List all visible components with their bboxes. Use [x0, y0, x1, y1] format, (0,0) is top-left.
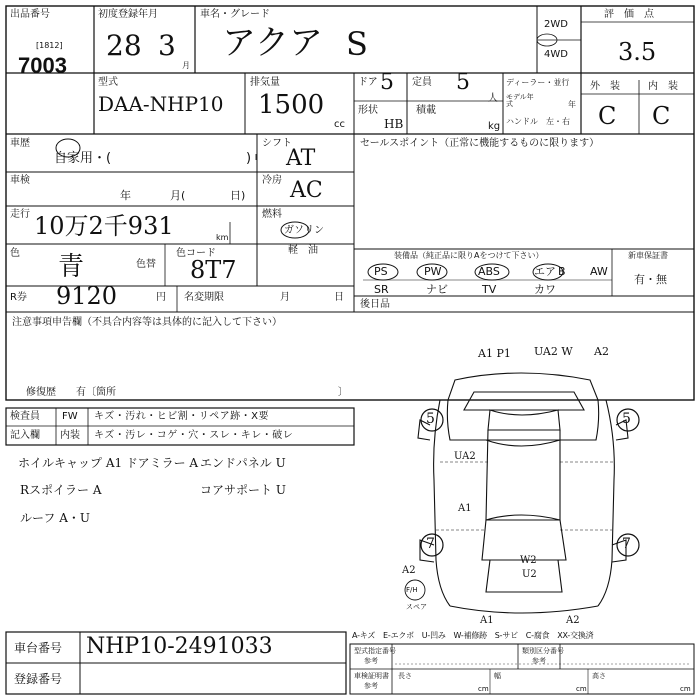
remark-line-1: ホイルキャップ A1 ドアミラー A — [18, 456, 199, 470]
fuel-label: 燃料 — [262, 209, 282, 220]
mileage-unit: km — [216, 233, 229, 242]
capacity-value: 5 — [456, 70, 470, 95]
rear-items-label: 後日品 — [360, 299, 390, 310]
car-grade: S — [346, 25, 368, 63]
interior-items: キズ・汚レ・コゲ・穴・スレ・キレ・破レ — [94, 430, 294, 441]
mark-spare: スペア — [406, 603, 427, 611]
door-value: 5 — [380, 70, 394, 95]
first-reg-year: 28 — [106, 29, 142, 62]
inspection-day: 日) — [230, 189, 246, 202]
month-unit: 月 — [182, 61, 190, 70]
notes-label: 注意事項申告欄（不具合内容等は具体的に記入して下さい） — [12, 317, 282, 328]
capacity-unit: 人 — [488, 93, 498, 104]
first-reg-label: 初度登録年月 — [98, 9, 158, 20]
fuel-gasoline: ガソリン — [284, 225, 324, 236]
recycle-value: 9120 — [56, 282, 118, 310]
model-year-label: モデル年式 — [506, 93, 534, 108]
class-label: 類別区分番号 — [522, 647, 564, 655]
width-label: 幅 — [494, 672, 501, 680]
load-unit: kg — [488, 121, 501, 132]
model-spec-ref: 参考 — [364, 657, 378, 665]
tire-rr-depth: 7 — [622, 536, 631, 552]
registration-label: 登録番号 — [14, 672, 63, 686]
shift-value: AT — [286, 146, 316, 171]
aircon-label: 冷房 — [262, 175, 282, 186]
mark-rear-w2: W2 — [520, 555, 537, 566]
aircon-value: AC — [290, 178, 323, 203]
color-value: 青 — [58, 252, 85, 282]
mark-fh: F/H — [406, 586, 418, 594]
sales-point-label: セールスポイント（正常に機能するものに限ります） — [360, 138, 600, 149]
remark-line-3: ルーフ A・U — [20, 511, 90, 525]
shift-label: シフト — [262, 138, 292, 149]
inspector-label: 検査員 — [10, 411, 40, 422]
displacement-unit: cc — [334, 119, 345, 130]
tire-rl-depth: 7 — [426, 536, 435, 552]
mark-front-a2: A2 — [594, 345, 609, 358]
inspection-label: 車検 — [10, 175, 30, 186]
score-label: 評 価 点 — [604, 9, 654, 20]
drive-4wd: 4WD — [544, 49, 568, 60]
door-label: ドア — [358, 77, 378, 88]
repair-history-label: 修復歴 有〔箇所 — [26, 387, 116, 398]
equip-navi: ナビ — [426, 283, 448, 296]
mark-a2-left: A2 — [402, 565, 416, 576]
displacement-value: 1500 — [258, 90, 325, 120]
exterior-grade: C — [598, 102, 617, 130]
tire-fr-depth: 5 — [622, 411, 631, 427]
model-value: DAA-NHP10 — [98, 92, 224, 116]
height-label: 高さ — [592, 672, 606, 680]
tire-fl-depth: 5 — [426, 411, 435, 427]
recycle-label: R券 — [10, 292, 27, 303]
displacement-label: 排気量 — [250, 77, 280, 88]
new-warranty-label: 新車保証書 — [628, 251, 668, 260]
color-code-label: 色コード — [176, 248, 216, 259]
capacity-label: 定員 — [412, 77, 432, 88]
equip-aw: AW — [590, 265, 608, 278]
name-change-day: 日 — [334, 292, 344, 303]
inspection-year: 年 — [120, 189, 131, 202]
equip-sr: SR — [374, 283, 389, 296]
model-spec-label: 型式指定番号 — [354, 647, 396, 655]
interior-grade: C — [652, 102, 671, 130]
chassis-value: NHP10-2491033 — [86, 634, 273, 659]
dealer-label: ディーラー・並行 — [506, 78, 570, 87]
score-value: 3.5 — [618, 38, 657, 66]
inspection-month: 月( — [170, 189, 186, 202]
mark-bottom-a1: A1 — [480, 615, 494, 626]
model-label: 型式 — [98, 77, 118, 88]
car-history-close: ) — [246, 151, 252, 166]
new-warranty-value: 有・無 — [634, 273, 667, 286]
fuel-diesel: 軽 油 — [288, 245, 318, 256]
color-label: 色 — [10, 248, 20, 259]
exterior-label: 外 装 — [590, 81, 620, 92]
car-name-label: 車名・グレード — [200, 9, 270, 20]
lot-label: 出品番号 — [10, 9, 50, 20]
equip-b: B — [558, 265, 566, 278]
width-unit: cm — [576, 685, 587, 693]
length-unit: cm — [478, 685, 489, 693]
shape-label: 形状 — [358, 105, 378, 116]
interior-label: 内 装 — [648, 81, 678, 92]
length-label: 長さ — [398, 672, 412, 680]
year-unit: 年 — [568, 100, 576, 109]
mark-front-a1p1: A1 P1 — [478, 347, 511, 360]
equipment-label: 装備品（純正品に限りAをつけて下さい） — [394, 251, 544, 260]
color-code-value: 8T7 — [190, 256, 237, 284]
mark-a1: A1 — [458, 503, 472, 514]
load-label: 積載 — [416, 105, 436, 116]
mileage-value: 10万2千931 — [34, 212, 174, 240]
recycle-unit: 円 — [156, 292, 166, 303]
equip-leather: カワ — [534, 283, 556, 296]
first-reg-month: 3 — [158, 29, 176, 62]
inspector-entry-label: 記入欄 — [10, 430, 40, 441]
equip-ps: PS — [374, 265, 388, 278]
drive-2wd: 2WD — [544, 19, 568, 30]
equip-aircon: エア — [534, 265, 556, 278]
repair-history-close: 〕 — [338, 387, 348, 398]
lot-number: 7003 — [18, 53, 67, 78]
name-change-month: 月 — [280, 292, 290, 303]
cert-label: 車検証明書 — [354, 672, 389, 680]
mark-bottom-a2: A2 — [566, 615, 580, 626]
fw-items: キズ・汚れ・ヒビ割・リペア跡・X要 — [94, 411, 269, 422]
equip-pw: PW — [424, 265, 442, 278]
lot-code: [1812] — [36, 41, 63, 50]
handle-label: ハンドル 左・右 — [506, 117, 570, 126]
remark-line-2b: コアサポート U — [200, 483, 286, 497]
class-ref: 参考 — [532, 657, 546, 665]
mark-front-ua2w: UA2 W — [534, 345, 573, 358]
remark-line-2: Rスポイラー A — [20, 483, 102, 497]
equip-abs: ABS — [478, 265, 500, 278]
color-replace-label: 色替 — [136, 259, 156, 270]
mark-rear-u2: U2 — [522, 569, 537, 580]
cert-ref: 参考 — [364, 682, 378, 690]
remark-line-1b: エンドパネル U — [200, 456, 286, 470]
height-unit: cm — [680, 685, 691, 693]
equip-tv: TV — [482, 283, 497, 296]
car-history-value: 自家用・( — [54, 151, 112, 166]
mark-ua2: UA2 — [454, 451, 476, 462]
car-name: アクア — [222, 23, 323, 63]
interior-row-label: 内装 — [60, 430, 80, 441]
chassis-label: 車台番号 — [14, 641, 63, 655]
name-change-label: 名変期限 — [184, 292, 224, 303]
shape-value: HB — [384, 117, 404, 131]
car-history-label: 車歴 — [10, 138, 30, 149]
mileage-label: 走行 — [10, 209, 30, 220]
damage-legend: A-キズ E-エクボ U-凹み W-補修跡 S-サビ C-腐食 XX-交換済 — [352, 631, 594, 640]
fw-label: FW — [62, 411, 78, 422]
